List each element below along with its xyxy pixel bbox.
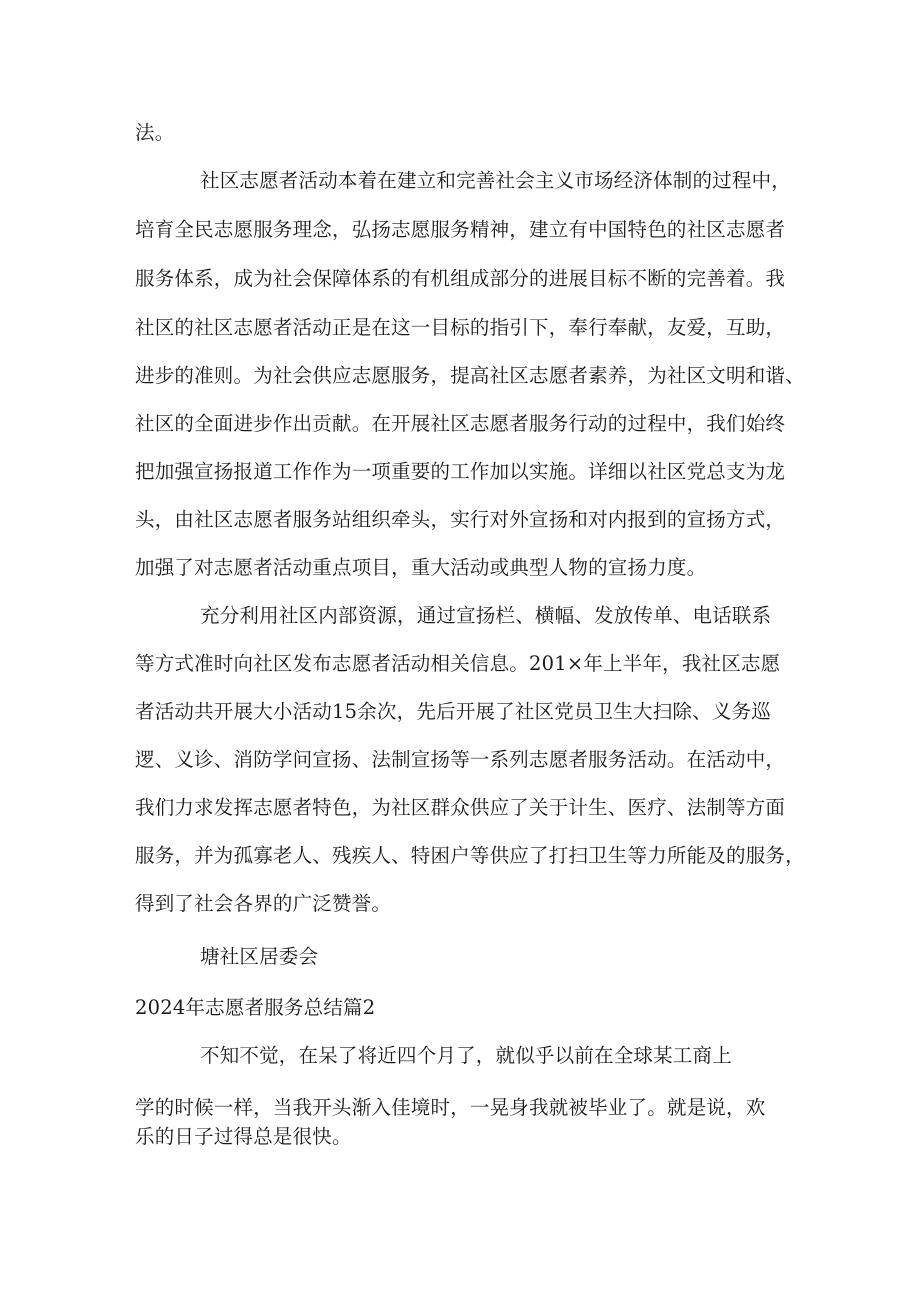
paragraph-1-line-9: 加强了对志愿者活动重点项目，重大活动或典型人物的宣扬力度。 (135, 556, 707, 579)
paragraph-2-line-4: 逻、义诊、消防学问宣扬、法制宣扬等一系列志愿者服务活动。在活动中， (135, 748, 786, 771)
paragraph-1-line-5: 进步的准则。为社会供应志愿服务，提高社区志愿者素养，为社区文明和谐、 (135, 364, 805, 387)
paragraph-1-line-8: 头，由社区志愿者服务站组织牵头，实行对外宣扬和对内报到的宣扬方式， (135, 508, 786, 531)
paragraph-2-line-2: 等方式准时向社区发布志愿者活动相关信息。201×年上半年，我社区志愿 (135, 652, 781, 675)
paragraph-2-line-5: 我们力求发挥志愿者特色，为社区群众供应了关于计生、医疗、法制等方面 (135, 796, 786, 819)
paragraph-3-line-1: 不知不觉，在呆了将近四个月了，就似乎以前在全球某工商上 (200, 1044, 732, 1067)
paragraph-1-line-3: 服务体系，成为社会保障体系的有机组成部分的进展目标不断的完善着。我 (135, 267, 786, 290)
paragraph-1-line-1: 社区志愿者活动本着在建立和完善社会主义市场经济体制的过程中， (200, 169, 792, 192)
paragraph-1-line-4: 社区的社区志愿者活动正是在这一目标的指引下，奉行奉献，友爱，互助， (135, 316, 786, 339)
paragraph-2-line-3: 者活动共开展大小活动15余次，先后开展了社区党员卫生大扫除、义务巡 (135, 700, 771, 723)
paragraph-2-line-7: 得到了社会各界的广泛赞誉。 (135, 892, 392, 915)
signature: 塘社区居委会 (200, 945, 319, 968)
paragraph-1-line-7: 把加强宣扬报道工作作为一项重要的工作加以实施。详细以社区党总支为龙 (135, 460, 786, 483)
section-title: 2024年志愿者服务总结篇2 (135, 996, 376, 1019)
paragraph-2-line-6: 服务，并为孤寡老人、残疾人、特困户等供应了打扫卫生等力所能及的服务， (135, 844, 805, 867)
paragraph-3-line-3: 乐的日子过得总是很快。 (135, 1125, 352, 1148)
paragraph-2-line-1: 充分利用社区内部资源，通过宣扬栏、横幅、发放传单、电话联系 (200, 604, 772, 627)
paragraph-3-line-2: 学的时候一样，当我开头渐入佳境时，一晃身我就被毕业了。就是说，欢 (135, 1096, 766, 1119)
paragraph-1-line-2: 培育全民志愿服务理念，弘扬志愿服务精神，建立有中国特色的社区志愿者 (135, 218, 786, 241)
text-line: 法。 (135, 121, 175, 144)
paragraph-1-line-6: 社区的全面进步作出贡献。在开展社区志愿者服务行动的过程中，我们始终 (135, 412, 786, 435)
